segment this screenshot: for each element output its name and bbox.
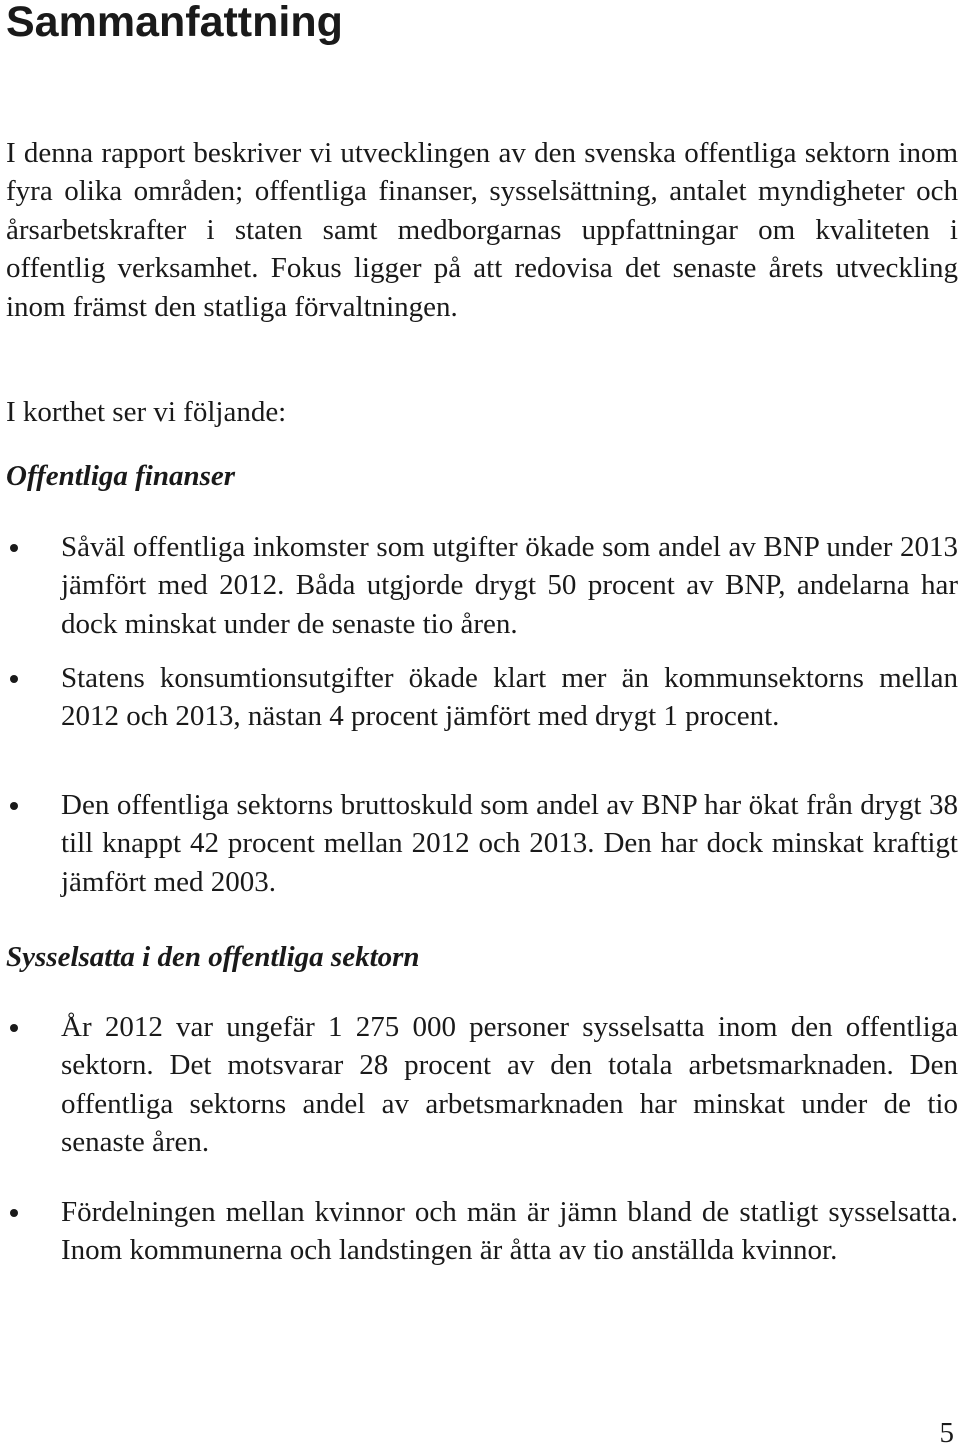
section-heading-offentliga-finanser: Offentliga finanser [6, 460, 236, 492]
bullet-icon [10, 802, 18, 810]
bullet-icon [10, 675, 18, 683]
list-item-text: År 2012 var ungefär 1 275 000 personer sysselsatta inom den offentliga sektorn. Det motsvarar 28 procent av den totala arbetsmarknaden. Den offentliga sektorns andel av arbetsmarknaden har minskat under de tio senaste åren. [61, 1011, 958, 1159]
list-item-text: Fördelningen mellan kvinnor och män är jämn bland de statligt sysselsatta. Inom kommunerna och landstingen är åtta av tio anställda kvinnor. [61, 1196, 958, 1267]
page-title: Sammanfattning [6, 0, 343, 46]
lead-sentence: I korthet ser vi följande: [6, 396, 287, 428]
page-number: 5 [939, 1417, 954, 1449]
list-item-text: Den offentliga sektorns bruttoskuld som andel av BNP har ökat från drygt 38 till knappt 42 procent mellan 2012 och 2013. Den har dock minskat kraftigt jämfört med 2003. [61, 789, 958, 898]
list-item-text: Såväl offentliga inkomster som utgifter ökade som andel av BNP under 2013 jämfört med 2012. Båda utgjorde drygt 50 procent av BNP, andelarna har dock minskat under de senaste tio åren. [61, 531, 958, 640]
list-item-text: Statens konsumtionsutgifter ökade klart mer än kommunsektorns mellan 2012 och 2013, nästan 4 procent jämfört med drygt 1 procent. [61, 662, 958, 733]
bullet-icon [10, 544, 18, 552]
bullet-icon [10, 1024, 18, 1032]
intro-paragraph: I denna rapport beskriver vi utvecklingen av den svenska offentliga sektorn inom fyra olika områden; offentliga finanser, sysselsättning, antalet myndigheter och årsarbetskrafter i staten samt medborgarnas uppfattningar om kvaliteten i offentlig verksamhet. Fokus ligger på att redovisa det senaste årets utveckling inom främst den statliga förvaltningen. [6, 137, 958, 323]
bullet-icon [10, 1209, 18, 1217]
section-heading-sysselsatta: Sysselsatta i den offentliga sektorn [6, 941, 420, 973]
